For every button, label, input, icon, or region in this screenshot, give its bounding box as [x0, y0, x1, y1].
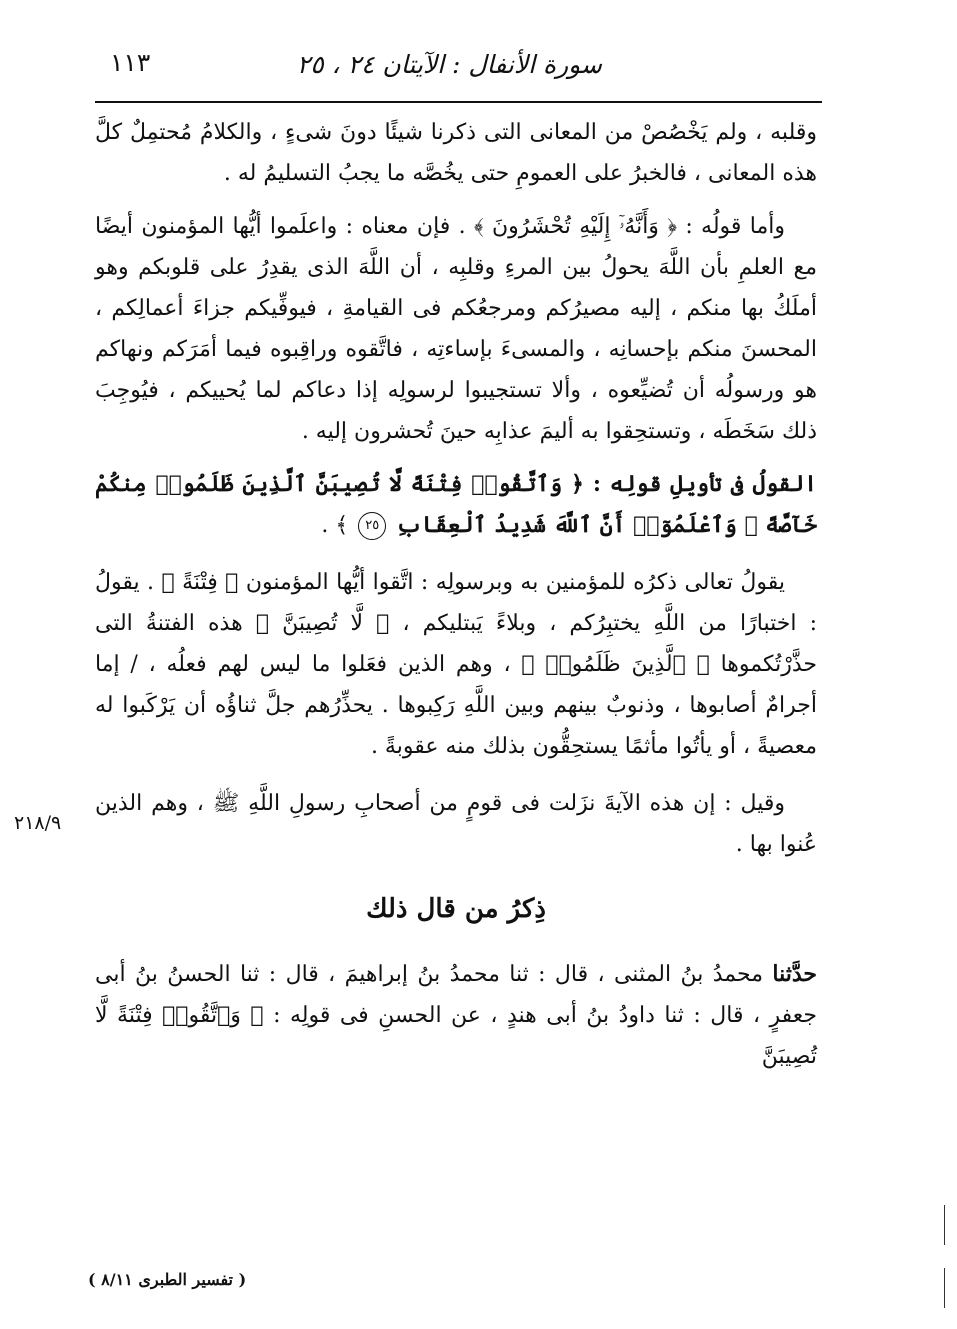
margin-reference: ٢١٨/٩	[14, 812, 62, 834]
paragraph-4-text-b: . يقولُ : اختبارًا من اللَّهِ يختبِرُكم ، وبلاءً يَبتليكم ،	[95, 570, 818, 636]
paragraph-1: وقلبه ، ولم يَخْصُصْ من المعانى التى ذكرنا شيئًا دونَ شىءٍ ، والكلامُ مُحتمِلٌ كلَّ هذه المعانى ، فالخبرُ على العمومِ حتى يخُصَّه ما يجبُ التسليمُ له .	[95, 120, 817, 186]
paragraph-5-text-a: وقيل : إن هذه الآيةَ نزَلت فى قومٍ من أصحابِ رسولِ اللَّهِ	[239, 791, 785, 816]
quran-verse: ﴿ وَٱتَّقُوا۟ فِتْنَةً لَّا تُصِيبَنَّ ٱلَّذِينَ ظَلَمُوا۟ مِنكُمْ خَآصَّةً ۖ وَٱعْلَمُوٓا۟ أَنَّ ٱللَّهَ شَدِيدُ ٱلْعِقَابِ	[95, 471, 817, 538]
quran-verse-close: ﴾ .	[321, 513, 349, 538]
verse-number-badge: ٢٥	[358, 512, 386, 540]
paragraph-2-intro: وأما قولُه :	[677, 214, 785, 239]
paragraph-3	[95, 464, 817, 546]
paragraph-4-text-c: هذه الفتنةُ التى حذَّرْتُكموها	[95, 611, 817, 677]
paragraph-6	[95, 954, 817, 1077]
header-title: سورة الأنفال : الآيتان ٢٤ ، ٢٥	[296, 50, 602, 79]
page-edge-mark	[944, 1205, 945, 1245]
quran-quote: ﴿ وَأَنَّهُۥٓ إِلَيْهِ تُحْشَرُونَ ﴾	[473, 214, 677, 239]
quran-quote-fitnah: ﴿ فِتْنَةً ﴾	[161, 570, 239, 595]
paragraph-4	[95, 562, 817, 767]
paragraph-6-text: محمدُ بنُ المثنى ، قال : ثنا محمدُ بنُ إبراهيمَ ، قال : ثنا الحسنُ بنُ أبى جعفرٍ ، قال : ثنا داودُ بنُ أبى هندٍ ، عن الحسنِ فى قولِه :	[95, 962, 817, 1028]
paragraph-2-text: . فإن معناه : واعلَموا أيُّها المؤمنون أيضًا مع العلمِ بأن اللَّهَ يحولُ بين المرءِ وقلبِه ، أن اللَّهَ الذى يقدِرُ على قلوبكم وهو أملَكُ بها منكم ، إليه مصيرُكم ومرجعُكم فى القيامةِ ، فيوفِّيكم جزاءَ أعمالِكم ، المحسنَ منكم بإحسانِه ، والمسىءَ بإساءتِه ، فاتَّقوه وراقِبوه فيما أمَرَكم ونهاكم هو ورسولُه أن تُضيِّعوه ، وألا تستجيبوا لرسولِه إذا دعاكم لما يُحييكم ، فيُوجِبَ ذلك سَخَطَه ، وتستحِقوا به أليمَ عذابِه حينَ تُحشرون إليه .	[95, 214, 817, 444]
salutation-ligature: ﷺ	[212, 791, 240, 816]
paragraph-2	[95, 206, 817, 452]
quran-quote-la-tusibanna: ﴿ لَّا تُصِيبَنَّ ﴾	[255, 611, 390, 636]
header-rule	[95, 101, 822, 103]
body-text	[95, 112, 817, 1077]
section-heading: ذِكرُ من قال ذلك	[366, 894, 546, 924]
tawil-label: القولُ فى تأويلِ قولِه :	[583, 471, 817, 497]
page-number: ١١٣	[110, 48, 151, 77]
quran-quote-final: ﴿ وَٱتَّقُوا۟ فِتْنَةً لَّا تُصِيبَنَّ	[95, 1003, 817, 1069]
paragraph-5	[95, 783, 817, 865]
page-edge-mark	[944, 1268, 945, 1308]
quran-quote-alladhina-zalamu: ﴿ ٱلَّذِينَ ظَلَمُوا۟ ﴾	[521, 652, 710, 677]
footer-reference: ( تفسير الطبرى ٨/١١ )	[88, 1270, 247, 1289]
isnad-label: حدَّثنا	[772, 961, 817, 987]
paragraph-5-text-b: ، وهم الذين عُنوا بها .	[95, 791, 817, 857]
paragraph-4-text-d: ، وهم الذين فعَلوا ما ليس لهم فعلُه ، / إما أجرامٌ أصابوها ، وذنوبٌ بينهم وبين اللَّهِ رَكِبوها . يحذِّرُهم جلَّ ثناؤُه أن يَرْكَبوا له معصيةً ، أو يأتُوا مأثمًا يستحِقُّون بذلك منه عقوبةً .	[95, 652, 817, 759]
running-header	[95, 38, 822, 92]
paragraph-4-text-a: يقولُ تعالى ذكرُه للمؤمنين به وبرسولِه : اتَّقوا أيُّها المؤمنون	[238, 570, 785, 595]
